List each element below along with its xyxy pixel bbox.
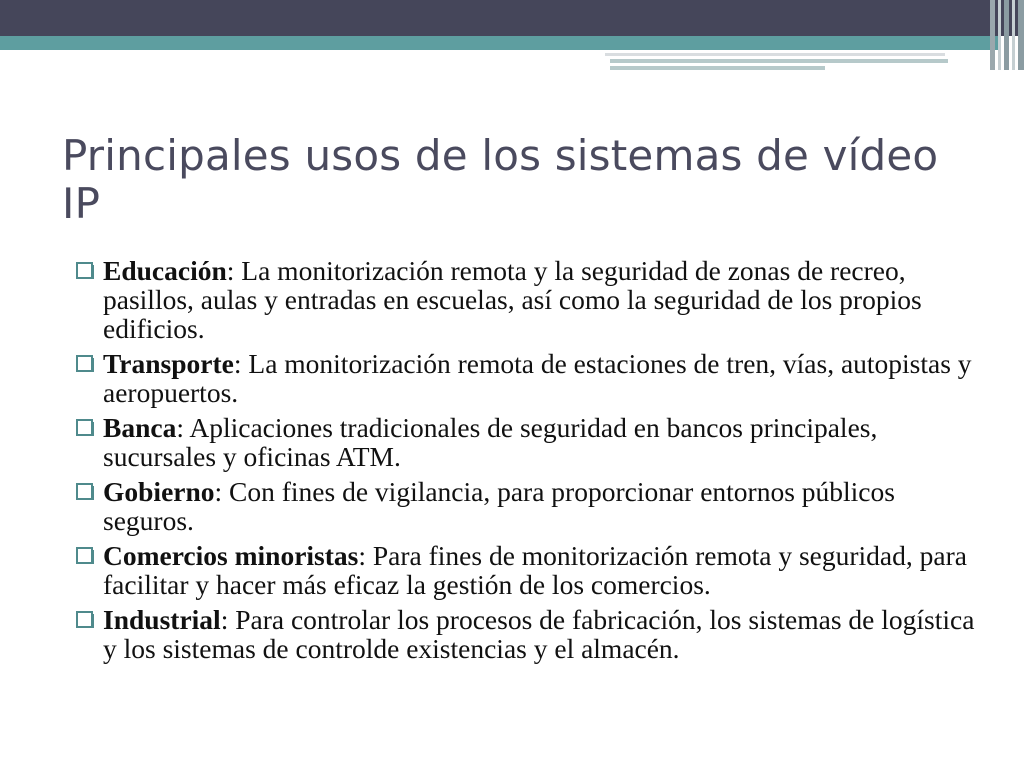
item-text: : Aplicaciones tradicionales de seguridad en bancos principales, sucursales y oficinas ATM. (103, 412, 878, 472)
slide-title: Principales usos de los sistemas de vídeo IP (62, 131, 939, 228)
bullet-list (76, 256, 976, 669)
item-term: Comercios minoristas (103, 540, 359, 571)
item-text: : La monitorización remota de estaciones de tren, vías, autopistas y aeropuertos. (103, 348, 972, 408)
item-term: Gobierno (103, 476, 215, 507)
header-band (0, 0, 1024, 36)
decor-stripes (990, 0, 1024, 70)
item-term: Banca (103, 412, 177, 443)
hollow-square-bullet-icon (76, 262, 95, 280)
item-text: : Para fines de monitorización remota y seguridad, para facilitar y hacer más eficaz la gestión de los comercios. (103, 540, 967, 600)
decor-line (610, 59, 948, 63)
decor-line (610, 66, 825, 70)
item-term: Transporte (103, 348, 234, 379)
item-text: : Con fines de vigilancia, para proporcionar entornos públicos seguros. (103, 476, 895, 536)
list-item (76, 413, 976, 471)
item-text: : Para controlar los procesos de fabricación, los sistemas de logística y los sistemas de controlde existencias y el almacén. (103, 604, 975, 664)
item-text: : La monitorización remota y la seguridad de zonas de recreo, pasillos, aulas y entradas en escuelas, así como la seguridad de los propios edificios. (103, 255, 922, 344)
decor-line (605, 53, 945, 56)
list-item (76, 541, 976, 599)
hollow-square-bullet-icon (76, 611, 95, 629)
item-term: Industrial (103, 604, 221, 635)
hollow-square-bullet-icon (76, 419, 95, 437)
hollow-square-bullet-icon (76, 483, 95, 501)
accent-band (0, 36, 1000, 50)
item-term: Educación (103, 255, 227, 286)
list-item (76, 605, 976, 663)
hollow-square-bullet-icon (76, 547, 95, 565)
list-item (76, 349, 976, 407)
hollow-square-bullet-icon (76, 355, 95, 373)
list-item (76, 256, 976, 343)
list-item (76, 477, 976, 535)
